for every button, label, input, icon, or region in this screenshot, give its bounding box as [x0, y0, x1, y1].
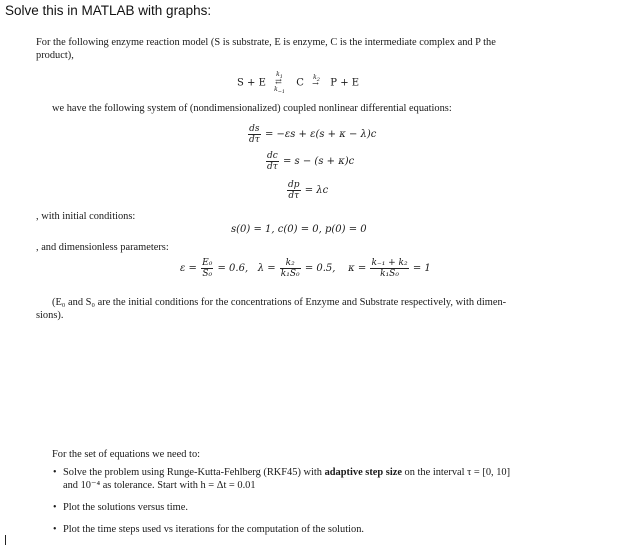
reaction-right: P + E — [330, 77, 360, 89]
bullet-icon: • — [53, 467, 57, 478]
system-intro: we have the following system of (nondimensionalized) coupled nonlinear differential equations: — [52, 103, 452, 114]
adaptive-step-size: adaptive step size — [324, 467, 402, 478]
parameter-equations — [180, 258, 431, 279]
reaction-middle: C — [296, 77, 304, 89]
rate-k2: $k_2$ — [313, 74, 320, 84]
note-line-2: sions). — [36, 310, 64, 321]
bullet-icon: • — [53, 502, 57, 513]
parameters-label: , and dimensionless parameters: — [36, 242, 169, 253]
lambda-value: = 0.5, — [304, 263, 336, 274]
task-item-rkf45: • Solve the problem using Runge-Kutta-Fehlberg (RKF45) with adaptive step size on the interval τ = [0, 10] and 10⁻⁴ as tolerance. Start with h = Δt = 0.01 — [53, 467, 511, 491]
equilibrium-arrow-icon: ⇄ — [275, 77, 281, 86]
task-item-plot-steps: • Plot the time steps used vs iterations for the computation of the solution. — [53, 524, 364, 535]
rate-k-minus-1: $k_{-1}$ — [274, 86, 286, 96]
initial-conditions: s(0) = 1, c(0) = 0, p(0) = 0 — [231, 224, 367, 235]
kappa-lhs: κ = — [348, 263, 367, 274]
tasks-intro: For the set of equations we need to: — [52, 449, 201, 460]
equation-dc: $\frac{dc}{d\tau}$ = s − (s + κ)c — [267, 151, 355, 172]
epsilon-value: = 0.6, — [217, 263, 249, 274]
reaction-left: S + E — [237, 77, 266, 89]
rate-k1: $k_1$ — [276, 71, 283, 81]
task-item-plot-solutions: • Plot the solutions versus time. — [53, 502, 188, 513]
task-list — [52, 466, 603, 545]
note-line-1: (E₀ and S₀ are the initial conditions for the concentrations of Enzyme and Substrate respectively, with dimen- — [52, 297, 507, 308]
initial-conditions-label: , with initial conditions: — [36, 211, 136, 222]
epsilon-lhs: ε = — [180, 263, 197, 274]
intro-line-2: product), — [36, 50, 74, 61]
text-cursor — [5, 535, 6, 545]
kappa-value: = 1 — [412, 263, 431, 274]
lambda-fraction: $\frac{\text{k₂}}{\text{k₁S₀}}$ — [280, 258, 300, 279]
equation-dp: $\frac{dp}{d\tau}$ = λc — [288, 180, 329, 201]
kappa-fraction: $\frac{\text{k₋₁ + k₂}}{\text{k₁S₀}}$ — [371, 258, 408, 279]
forward-arrow — [310, 72, 324, 94]
equation-ds: $\frac{ds}{d\tau}$ = −εs + ε(s + κ − λ)c — [249, 124, 377, 145]
reversible-arrow — [273, 72, 289, 94]
intro-line-1: For the following enzyme reaction model (S is substrate, E is enzyme, C is the intermediate complex and P the — [36, 37, 496, 48]
bullet-icon: • — [53, 524, 57, 535]
lambda-lhs: λ = — [257, 263, 276, 274]
forward-arrow-icon: → — [312, 79, 318, 88]
epsilon-fraction: $\frac{\text{E₀}}{\text{S₀}}$ — [202, 258, 213, 279]
reaction-scheme — [237, 72, 359, 94]
question-header: Solve this in MATLAB with graphs: — [5, 3, 212, 18]
